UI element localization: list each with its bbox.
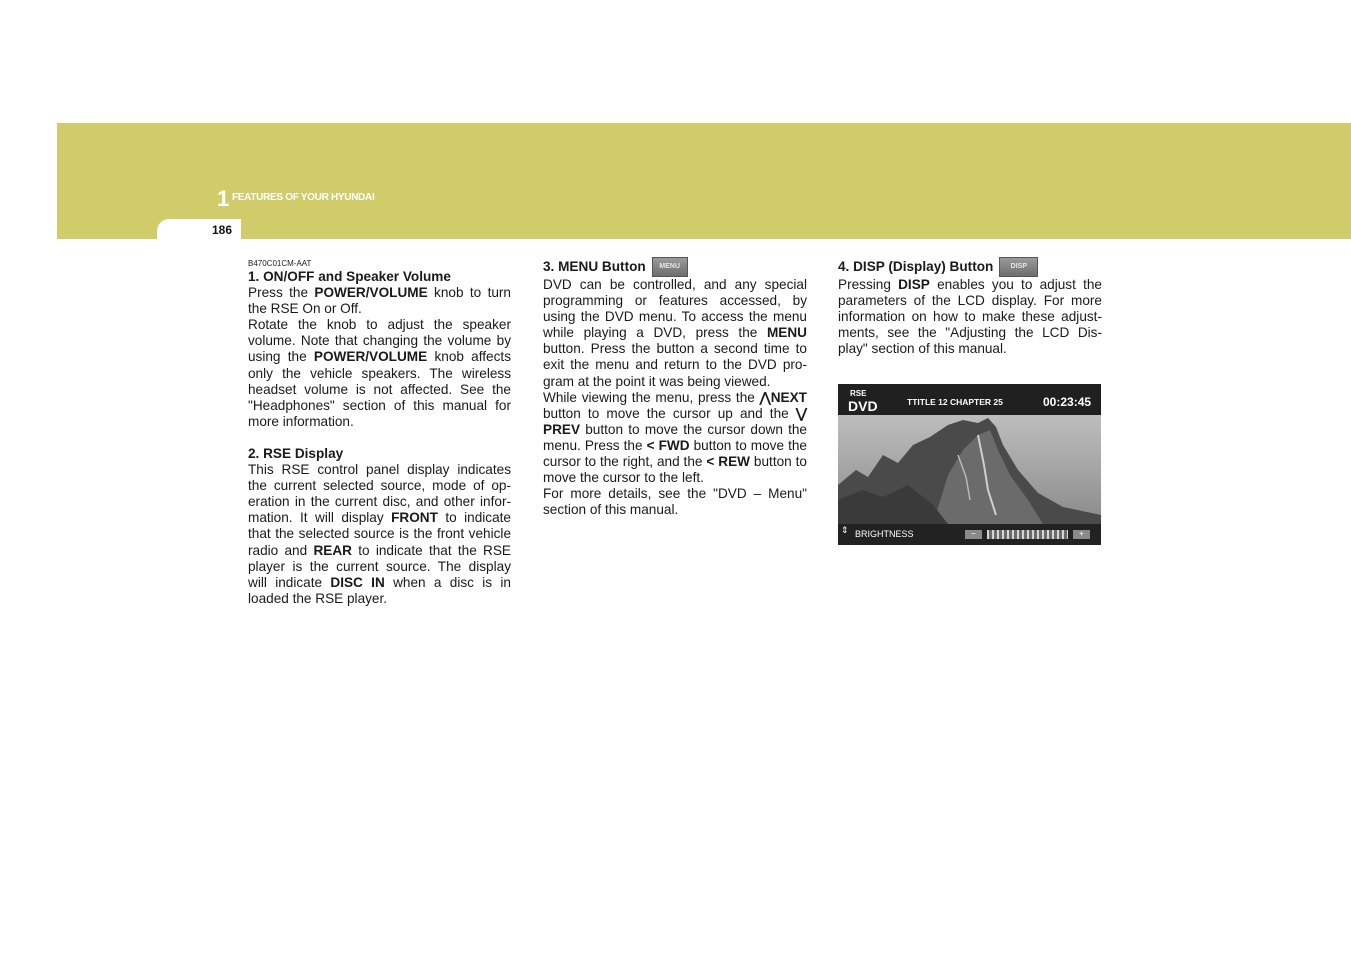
- header-band: [57, 123, 1351, 239]
- paragraph-navigation: While viewing the menu, press the ⋀NEXT button to move the cursor up and the ⋁ PREV button to move the cursor down the menu. Press the < FWD button to move the cursor to the right, and the < REW button to move the cursor to the left.: [543, 389, 807, 486]
- paragraph-volume: Rotate the knob to adjust the speaker volume. Note that changing the volume by using the POWER/VOLUME knob affects only the vehicle speakers. The wireless headset volume is not affected. See the "Headphones" section of this manual for more information.: [248, 317, 511, 429]
- lcd-time: 00:23:45: [1043, 395, 1092, 409]
- lcd-dvd-label: DVD: [848, 398, 878, 414]
- up-arrow-icon: ⋀: [759, 389, 771, 405]
- updown-arrow-icon: ⇕: [841, 525, 849, 535]
- paragraph-more-details: For more details, see the "DVD – Menu" section of this manual.: [543, 486, 807, 518]
- brightness-level-bar: [987, 530, 1068, 539]
- section-heading-rse-display: 2. RSE Display: [248, 445, 344, 461]
- chapter-number: 1: [217, 186, 230, 211]
- mountain-scene: [838, 415, 1101, 524]
- section-heading-menu: 3. MENU Button MENU: [543, 258, 807, 276]
- lcd-brightness-label: BRIGHTNESS: [855, 529, 914, 539]
- lcd-rse-label: RSE: [850, 389, 867, 398]
- lcd-title-chapter: TTITLE 12 CHAPTER 25: [907, 397, 1003, 407]
- section-code: B470C01CM-AAT: [248, 259, 312, 268]
- page-number: 186: [212, 223, 233, 237]
- paragraph-menu: DVD can be controlled, and any special programming or features accessed, by using the DVD menu. To access the menu while playing a DVD, press the MENU button. Press the button a second time to exit the menu and return to the DVD pro-gram at the point it was being viewed.: [543, 277, 807, 389]
- column-3: [838, 258, 1102, 357]
- paragraph-disp: Pressing DISP enables you to adjust the parameters of the LCD display. For more information on how to make these adjust-ments, see the "Adjusting the LCD Dis-play" section of this manual.: [838, 277, 1102, 357]
- left-arrow-icon: <: [646, 437, 655, 453]
- section-heading-disp: 4. DISP (Display) Button DISP: [838, 258, 1102, 276]
- chapter-title: FEATURES OF YOUR HYUNDAI: [232, 192, 375, 203]
- plus-icon: +: [1073, 530, 1090, 539]
- left-arrow-icon: <: [706, 454, 715, 470]
- down-arrow-icon: ⋁: [795, 405, 807, 421]
- minus-icon: −: [965, 530, 982, 539]
- lcd-mountain-image: [838, 415, 1101, 524]
- column-2: [543, 258, 807, 518]
- menu-button-icon: MENU: [652, 257, 688, 277]
- lcd-display-figure: [838, 384, 1101, 545]
- section-heading-onoff: 1. ON/OFF and Speaker Volume: [248, 269, 451, 284]
- disp-button-icon: DISP: [999, 257, 1038, 277]
- lcd-bottom-bar: [838, 524, 1101, 545]
- paragraph-power: Press the POWER/VOLUME knob to turn the RSE On or Off.: [248, 285, 511, 317]
- column-1: [248, 259, 511, 607]
- paragraph-rse-display: This RSE control panel display indicates the current selected source, mode of op-eration in the current disc, and other infor-mation. It will display FRONT to indicate that the selected source is the front vehicle radio and REAR to indicate that the RSE player is the current source. The display will indicate DISC IN when a disc is in loaded the RSE player.: [248, 462, 511, 606]
